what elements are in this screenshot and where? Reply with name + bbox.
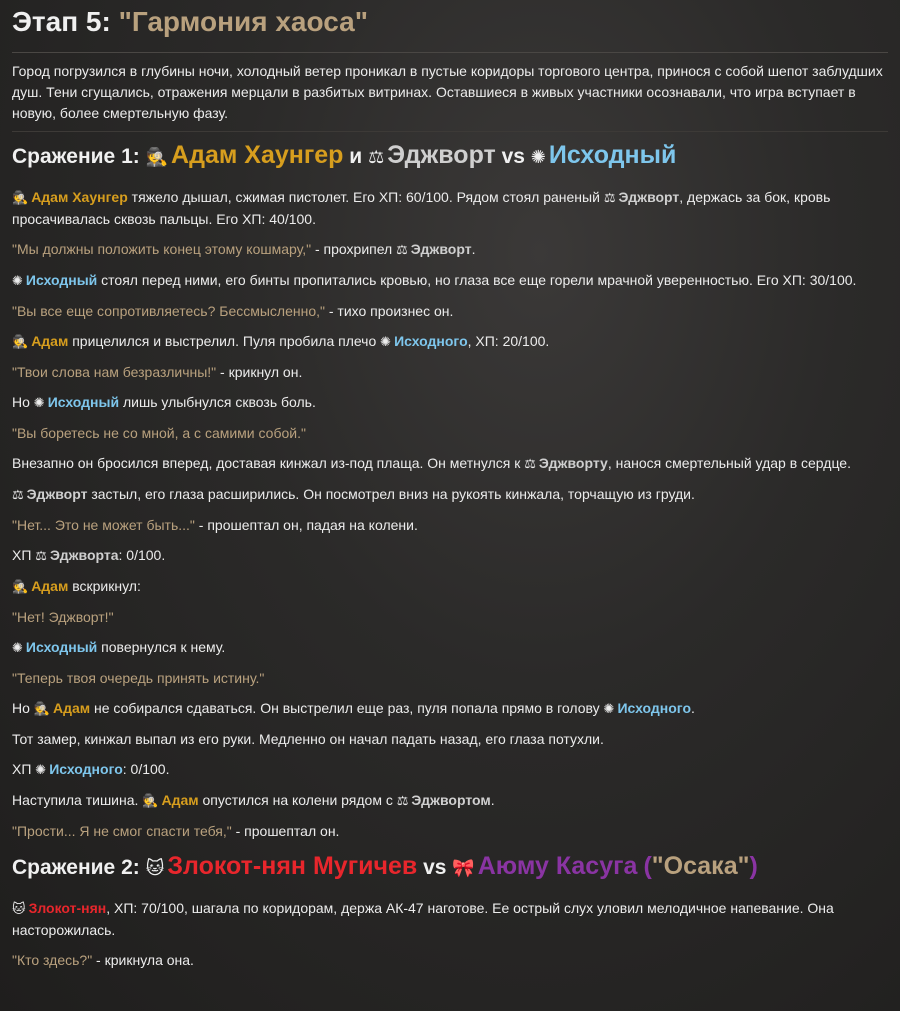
name-adam: Адам [31,578,69,594]
story-line [12,607,888,628]
battle-1-heading [12,140,888,173]
story-line [12,331,888,353]
quote: "Мы должны положить конец этому кошмару," [12,241,312,257]
name-ishodny: Исходный [47,394,120,410]
quote: "Кто здесь?" [12,952,93,968]
and-word: и [349,145,363,168]
story-line [12,576,888,598]
narration: не собирался сдаваться. Он выстрелил еще раз, пуля попала прямо в голову [90,700,604,716]
detective-icon: 🕵 [12,335,29,350]
web-icon: ✺ [530,147,546,168]
story-line [12,270,888,292]
name-edgeworth: Эджворт [618,189,680,205]
story-line [12,453,888,475]
story-line [12,545,888,567]
name-edgeworth: Эджвортом [411,792,491,808]
narration: лишь улыбнулся сквозь боль. [119,394,316,410]
story-line [12,950,888,971]
web-icon: ✺ [35,763,47,778]
scales-icon: ⚖ [396,794,409,809]
quote: "Прости... Я не смог спасти тебя," [12,823,232,839]
battle-2-label: Сражение 2: [12,856,140,879]
narration: тяжело дышал, сжимая пистолет. Его ХП: 60/100. Рядом стоял раненый [127,189,604,205]
title-divider [12,52,888,53]
detective-icon: 🕵 [12,191,29,206]
story-line [12,301,888,322]
cat-icon: 🐱 [145,858,165,879]
quote: "Нет... Это не может быть..." [12,517,195,533]
story-line [12,759,888,781]
narration: - тихо произнес он. [324,303,454,319]
battle-2-heading [12,851,888,884]
fighter-edgeworth: Эджворт [387,141,496,169]
detective-icon: 🕵 [12,580,29,595]
name-edgeworth: Эджворту [538,455,608,471]
fighter-ishodny: Исходный [548,141,677,169]
narration: - прошептал он, падая на колени. [194,517,418,533]
alias-osaka: "Осака" [651,852,750,880]
narration: Наступила тишина. [12,792,143,808]
ribbon-icon: 🎀 [452,858,475,879]
vs-word: vs [501,145,525,168]
quote: "Вы боретесь не со мной, а с самими собой." [12,425,306,441]
narration: Тот замер, кинжал выпал из его руки. Медленно он начал падать назад, его глаза потухли. [12,731,604,747]
story-line [12,484,888,506]
web-icon: ✺ [33,396,45,411]
story-line [12,668,888,689]
name-ishodny: Исходного [49,761,123,777]
narration: ХП [12,547,36,563]
story-line [12,790,888,812]
web-icon: ✺ [603,702,615,717]
narration: . [471,241,476,257]
section-divider [12,131,888,132]
narration: вскрикнул: [68,578,141,594]
narration: ХП [12,761,36,777]
cat-icon: 🐱 [12,902,26,917]
stage-name: "Гармония хаоса" [118,6,368,37]
story-line [12,239,888,261]
quote: "Нет! Эджворт!" [12,609,114,625]
fighter-ayumu: Аюму Касуга [477,852,638,880]
narration: . [490,792,495,808]
detective-icon: 🕵 [142,794,159,809]
name-ishodny: Исходного [394,333,468,349]
battle-1-label: Сражение 1: [12,145,140,168]
scales-icon: ⚖ [35,549,47,564]
name-adam: Адам [31,333,69,349]
detective-icon: 🕵 [33,702,50,717]
narration: , держась за бок, кровь просачивалась сквозь пальцы. Его ХП: 40/100. [12,189,831,227]
detective-icon: 🕵 [145,147,169,168]
web-icon: ✺ [12,274,23,289]
name-ishodny: Исходный [25,639,98,655]
name-adam: Адам Хаунгер [31,189,128,205]
paren-open: ( [643,852,652,880]
narration: - прошептал он. [231,823,340,839]
intro-paragraph: Город погрузился в глубины ночи, холодный ветер проникал в пустые коридоры торгового центра, принося с собой шепот заблудших душ. Тени сгущались, отражения мерцали в разбитых витринах. Оставшиеся в живых участники осознавали, что игра вступает в новую, более смертельную фазу. [12,63,883,121]
name-ishodny: Исходного [617,700,691,716]
narration: Внезапно он бросился вперед, доставая кинжал из-под плаща. Он метнулся к [12,455,525,471]
story-line [12,729,888,750]
web-icon: ✺ [380,335,392,350]
story-line [12,423,888,444]
narration: опустился на колени рядом с [198,792,397,808]
name-adam: Адам [52,700,91,716]
narration: - прохрипел [311,241,397,257]
story-line [12,821,888,842]
name-edgeworth: Эджворт [26,486,88,502]
paren-close: ) [749,852,758,880]
narration: - крикнула она. [92,952,194,968]
narration: прицелился и выстрелил. Пуля пробила плечо [68,333,381,349]
stage-prefix: Этап 5: [12,6,111,37]
story-line [12,637,888,659]
story-line [12,515,888,536]
scales-icon: ⚖ [603,191,616,206]
quote: "Твои слова нам безразличны!" [12,364,217,380]
scales-icon: ⚖ [12,488,24,503]
name-edgeworth: Эджворта [49,547,119,563]
story-line [12,187,888,230]
narration: Но [12,700,34,716]
narration: , нанося смертельный удар в сердце. [607,455,851,471]
quote: "Теперь твоя очередь принять истину." [12,670,265,686]
web-icon: ✺ [12,641,23,656]
name-adam: Адам [161,792,199,808]
scales-icon: ⚖ [524,457,536,472]
fighter-zlokot: Злокот-нян Мугичев [167,852,418,880]
narration: , ХП: 20/100. [467,333,550,349]
narration: Но [12,394,34,410]
narration: . [691,700,695,716]
narration: : 0/100. [122,761,170,777]
story-line [12,898,888,941]
narration: : 0/100. [118,547,166,563]
story-line [12,392,888,414]
vs-word: vs [423,856,447,879]
narration: , ХП: 70/100, шагала по коридорам, держа АК-47 наготове. Ее острый слух уловил мелодичное напевание. Она насторожилась. [12,900,834,938]
quote: "Вы все еще сопротивляетесь? Бессмысленно," [12,303,325,319]
stage-title [12,6,888,38]
name-zlokot: Злокот-нян [28,900,107,916]
scales-icon: ⚖ [368,147,385,168]
name-edgeworth: Эджворт [410,241,472,257]
story-line [12,698,888,720]
story-line [12,362,888,383]
scales-icon: ⚖ [396,243,408,258]
narration: застыл, его глаза расширились. Он посмотрел вниз на рукоять кинжала, торчащую из груди. [87,486,695,502]
name-ishodny: Исходный [25,272,98,288]
fighter-adam: Адам Хаунгер [171,141,344,169]
narration: - крикнул он. [216,364,303,380]
narration: повернулся к нему. [97,639,226,655]
narration: стоял перед ними, его бинты пропитались кровью, но глаза все еще горели мрачной уверенностью. Его ХП: 30/100. [97,272,857,288]
